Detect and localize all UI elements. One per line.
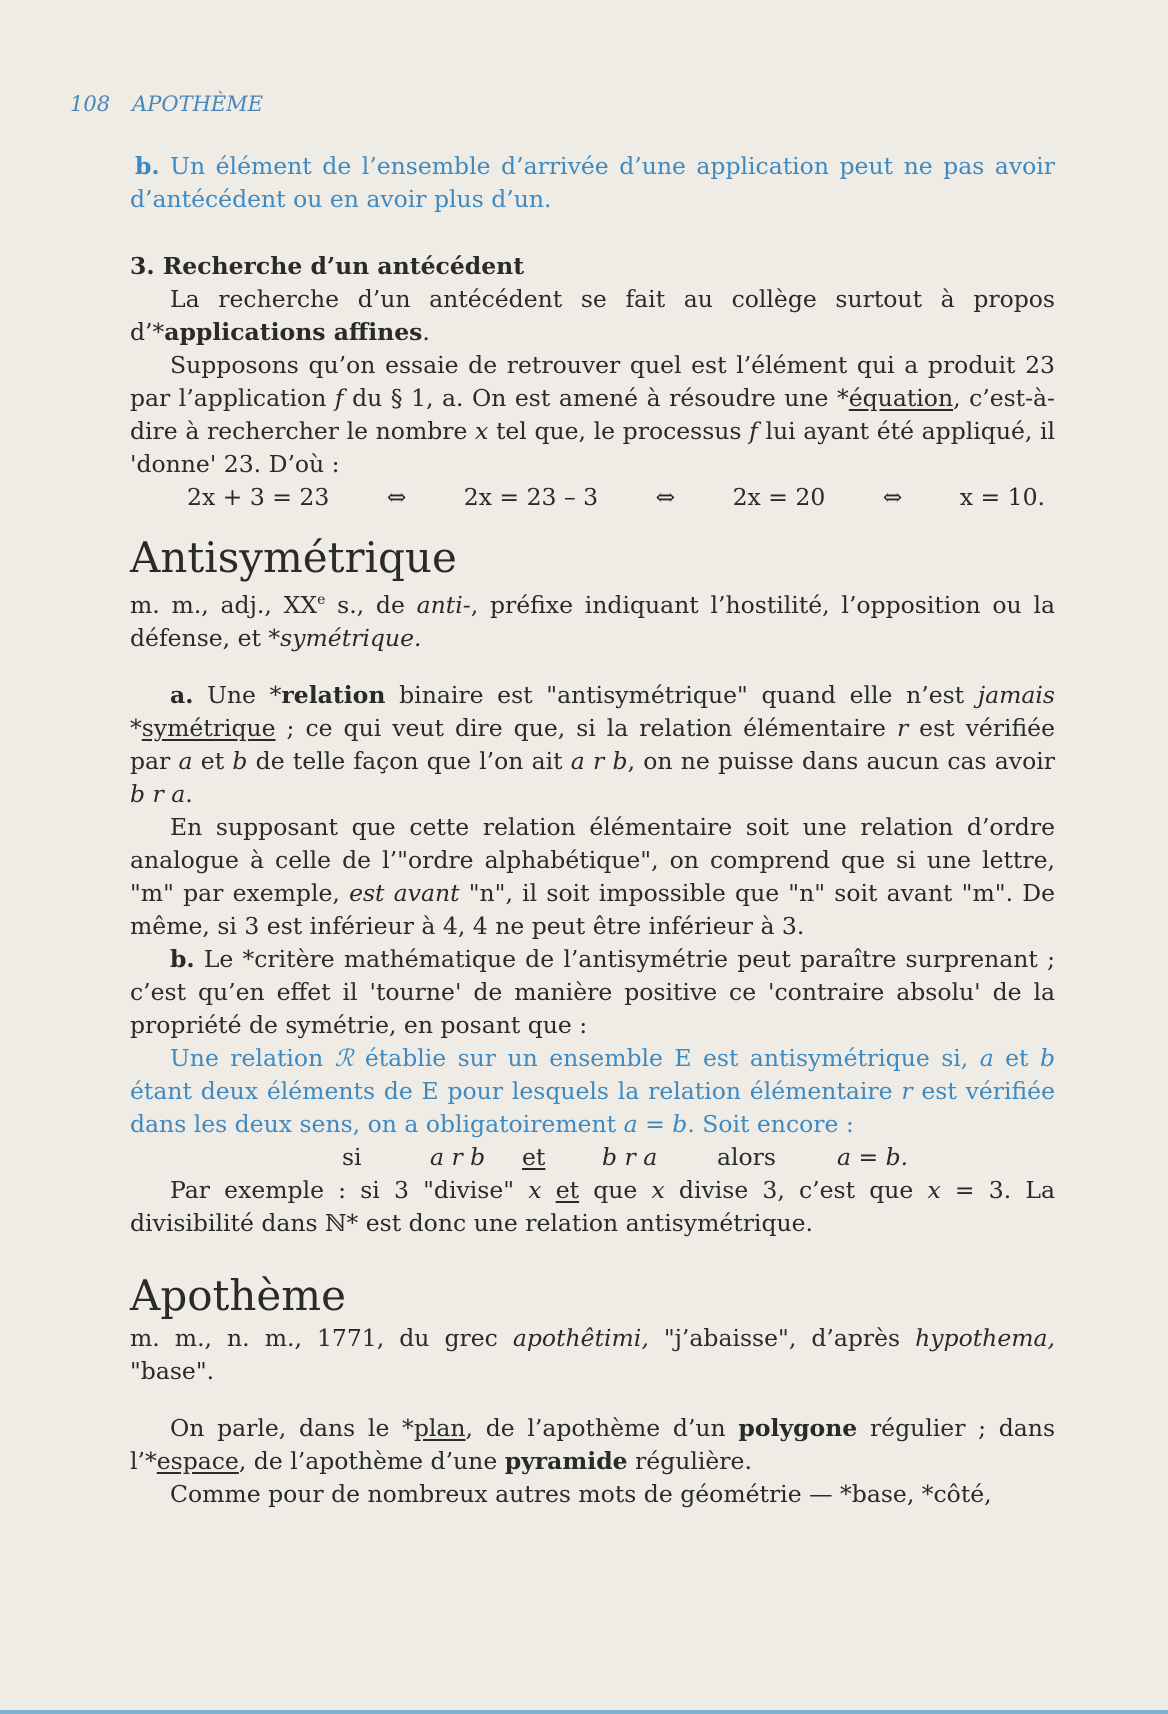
etymology-apotheme: m. m., n. m., 1771, du grec apothêtimi, "j’abaisse", d’après hypothema, "base".: [130, 1323, 1055, 1385]
paragraph-apotheme-2: Comme pour de nombreux autres mots de géométrie — *base, *côté,: [170, 1479, 992, 1508]
section-title-recherche: 3. Recherche d’un antécédent: [130, 252, 525, 280]
formula-line: si a r b et b r a alors a = b.: [342, 1142, 909, 1171]
paragraph-apotheme-1: On parle, dans le *plan, de l’apothème d’un polygone régulier ; dans l’*espace, de l’apothème d’une pyramide régulière.: [130, 1413, 1056, 1475]
item-label: b.: [135, 152, 160, 180]
bottom-rule: [0, 1710, 1168, 1714]
paragraph-recherche-1: La recherche d’un antécédent se fait au collège surtout à propos d’*applications affines.: [130, 285, 1055, 346]
paragraph-recherche-2: Supposons qu’on essaie de retrouver quel est l’élément qui a produit 23 par l’application f du § 1, a. On est amené à résoudre une *équation, c’est-à-dire à rechercher le nombre x tel que, le processus f lui ayant été appliqué, il 'donne' 23. D’où :: [130, 351, 1055, 478]
entry-title-antisymetrique: Antisymétrique: [130, 533, 457, 582]
definition-antisym: Une relation ℛ établie sur un ensemble E est antisymétrique si, a et b étant deux éléments de E pour lesquels la relation élémentaire r est vérifiée dans les deux sens, on a obligatoirement a = b. Soit encore :: [130, 1043, 1055, 1138]
paragraph-ordre: En supposant que cette relation élémentaire soit une relation d’ordre analogue à celle de l’"ordre alphabétique", on comprend que si une lettre, "m" par exemple, est avant "n", il soit impossible que "n" soit avant "m". De même, si 3 est inférieur à 4, 4 ne peut être inférieur à 3.: [130, 812, 1055, 940]
page-body: [130, 88, 1055, 1511]
running-title: APOTHÈME: [132, 92, 264, 116]
page-number: 108: [70, 92, 111, 116]
paragraph-exemple: Par exemple : si 3 "divise" x et que x divise 3, c’est que x = 3. La divisibilité dans ℕ* est donc une relation antisymétrique.: [130, 1175, 1055, 1237]
entry-title-apotheme: Apothème: [130, 1270, 346, 1320]
etymology-antisymetrique: m. m., adj., XXe s., de anti-, préfixe indiquant l’hostilité, l’opposition ou la défense, et *symétrique.: [130, 590, 1055, 652]
paragraph-b-antisym: b. Le *critère mathématique de l’antisymétrie peut paraître surprenant ; c’est qu’en effet il 'tourne' de manière positive ce 'contraire absolu' de la propriété de symétrie, en posant que :: [130, 944, 1055, 1039]
equation-line: 2x + 3 = 23 ⇔ 2x = 23 – 3 ⇔ 2x = 20 ⇔ x = 10.: [187, 483, 1045, 511]
paragraph-a-antisym: a. Une *relation binaire est "antisymétrique" quand elle n’est jamais *symétrique ; ce qui veut dire que, si la relation élémentaire r est vérifiée par a et b de telle façon que l’on ait a r b, on ne puisse dans aucun cas avoir b r a.: [130, 680, 1055, 808]
paragraph-b-antecedent: b. Un élément de l’ensemble d’arrivée d’une application peut ne pas avoir d’antécédent ou en avoir plus d’un.: [130, 152, 1055, 213]
